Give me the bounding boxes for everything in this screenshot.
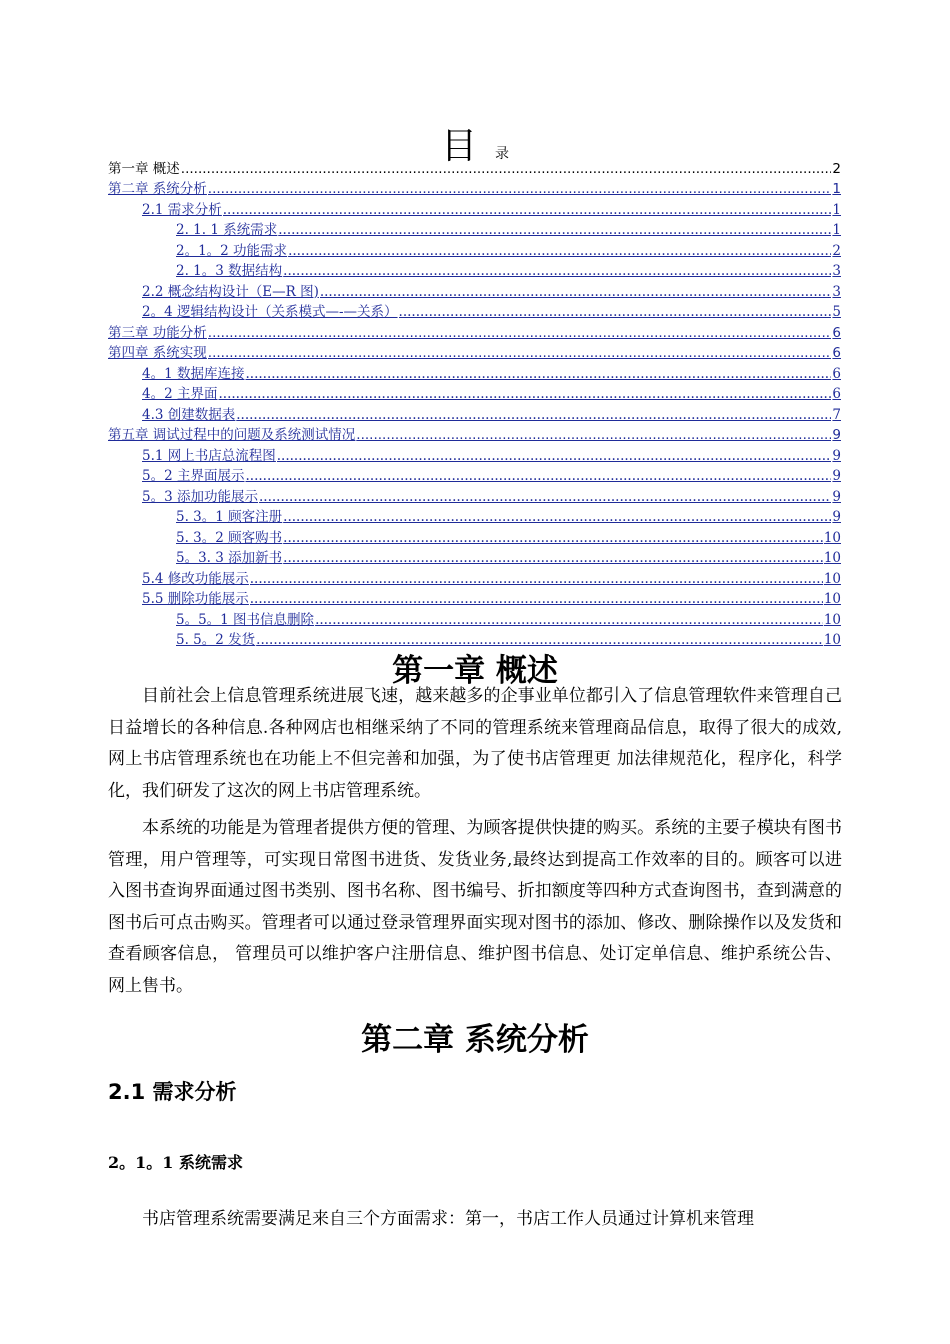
toc-entry-label: 4。1 数据库连接: [142, 365, 245, 382]
toc-entry-page: 7: [832, 406, 841, 423]
toc-entry-label: 5。2 主界面展示: [142, 468, 245, 484]
toc-entry-label: 第五章 调试过程中的问题及系统测试情况: [108, 427, 356, 443]
toc-entry[interactable]: [108, 484, 841, 505]
toc-entry[interactable]: [108, 177, 841, 198]
toc-entry-page: 3: [832, 283, 841, 300]
paragraph: 书店管理系统需要满足来自三个方面需求：第一，书店工作人员通过计算机来管理: [142, 1209, 754, 1229]
toc-entry-label: 第二章 系统分析: [108, 181, 207, 197]
section-heading: 2.1 需求分析: [108, 1080, 237, 1104]
toc-entry-label: 5.1 网上书店总流程图: [142, 447, 276, 464]
toc-entry-label: 5。3 添加功能展示: [142, 488, 258, 505]
toc-entry-page: 3: [832, 263, 841, 279]
toc-entry[interactable]: [108, 156, 841, 177]
toc-entry-label: 5.4 修改功能展示: [142, 570, 249, 587]
toc-entry-label: 5. 3。2 顾客购书: [176, 529, 283, 546]
toc-entry-label: 5。5。1 图书信息删除: [176, 611, 315, 628]
toc-entry-page: 10: [823, 611, 841, 628]
table-of-contents: [108, 156, 841, 648]
toc-entry-page: 10: [823, 550, 841, 566]
toc-entry[interactable]: [108, 423, 841, 444]
toc-entry-page: 6: [832, 365, 841, 382]
toc-entry[interactable]: [108, 566, 841, 587]
toc-entry-page: 9: [832, 427, 841, 443]
toc-entry-page: 1: [832, 181, 841, 197]
toc-entry[interactable]: [108, 320, 841, 341]
toc-entry-label: 第三章 功能分析: [108, 324, 207, 341]
toc-entry[interactable]: [108, 279, 841, 300]
toc-entry-label: 5.5 删除功能展示: [142, 591, 249, 607]
toc-entry-label: 2.1 需求分析: [142, 201, 222, 218]
toc-entry[interactable]: [108, 341, 841, 362]
toc-entry-page: 6: [832, 324, 841, 341]
toc-entry-page: 9: [832, 509, 841, 525]
toc-entry[interactable]: [108, 505, 841, 526]
toc-entry-page: 2: [832, 160, 841, 177]
chapter-2-body: [108, 1204, 842, 1236]
toc-entry[interactable]: [108, 587, 841, 608]
chapter-1-heading: 第一章 概述: [392, 653, 558, 689]
toc-entry-page: 6: [832, 386, 841, 402]
toc-entry[interactable]: [108, 443, 841, 464]
toc-entry-page: 1: [832, 222, 841, 238]
toc-title-suffix: 录: [495, 146, 509, 162]
toc-entry-label: 2. 1. 1 系统需求: [176, 222, 278, 238]
toc-entry-label: 2。1。2 功能需求: [176, 242, 288, 259]
toc-entry[interactable]: [108, 464, 841, 485]
toc-entry-label: 5. 5。2 发货: [176, 632, 256, 648]
toc-entry[interactable]: [108, 197, 841, 218]
toc-entry-label: 2。4 逻辑结构设计（关系模式—-—关系）: [142, 304, 398, 320]
toc-entry-label: 4.3 创建数据表: [142, 406, 236, 423]
toc-entry-label: 5。3. 3 添加新书: [176, 550, 283, 566]
toc-entry[interactable]: [108, 218, 841, 239]
toc-entry-page: 9: [832, 488, 841, 505]
paragraph: 本系统的功能是为管理者提供方便的管理、为顾客提供快捷的购买。系统的主要子模块有图书管理，用户管理等，可实现日常图书进货、发货业务,最终达到提高工作效率的目的。顾客可以进入图书查询界面通过图书类别、图书名称、图书编号、折扣额度等四种方式查询图书，查到满意的图书后可点击购买。管理者可以通过登录管理界面实现对图书的添加、修改、删除操作以及发货和查看顾客信息， 管理员可以维护客户注册信息、维护图书信息、处订定单信息、维护系统公告、网上售书。: [108, 818, 842, 996]
toc-title-main: 目: [440, 126, 477, 167]
toc-entry-page: 10: [823, 591, 841, 607]
toc-entry[interactable]: [108, 300, 841, 321]
toc-entry[interactable]: [108, 546, 841, 567]
toc-entry-page: 1: [832, 201, 841, 218]
toc-entry[interactable]: [108, 238, 841, 259]
toc-entry-page: 5: [832, 304, 841, 320]
toc-entry-label: 2. 1。3 数据结构: [176, 263, 283, 279]
toc-entry[interactable]: [108, 361, 841, 382]
toc-entry-page: 10: [823, 570, 841, 587]
toc-entry-page: 9: [832, 468, 841, 484]
toc-entry-label: 2.2 概念结构设计（E—R 图): [142, 283, 319, 300]
toc-entry-page: 9: [832, 447, 841, 464]
toc-entry[interactable]: [108, 607, 841, 628]
toc-entry-label: 第四章 系统实现: [108, 345, 207, 361]
chapter-2-heading: 第二章 系统分析: [361, 1022, 589, 1058]
toc-entry-page: 2: [832, 242, 841, 259]
toc-entry-page: 6: [832, 345, 841, 361]
paragraph: 目前社会上信息管理系统进展飞速，越来越多的企事业单位都引入了信息管理软件来管理自己日益增长的各种信息.各种网店也相继采纳了不同的管理系统来管理商品信息，取得了很大的成效,网上书店管理系统也在功能上不但完善和加强，为了使书店管理更 加法律规范化，程序化，科学化，我们研发了这次的网上书店管理系统。: [108, 686, 842, 801]
toc-entry-page: 10: [823, 529, 841, 546]
toc-entry[interactable]: [108, 402, 841, 423]
toc-entry-label: 4。2 主界面: [142, 386, 218, 402]
toc-entry[interactable]: [108, 525, 841, 546]
toc-entry[interactable]: [108, 259, 841, 280]
toc-entry-label: 5. 3。1 顾客注册: [176, 509, 283, 525]
toc-entry-page: 10: [823, 632, 841, 648]
subsection-heading: 2。1。1 系统需求: [108, 1153, 243, 1172]
chapter-1-body: [108, 681, 842, 1002]
toc-entry[interactable]: [108, 382, 841, 403]
toc-entry-label: 第一章 概述: [108, 160, 180, 177]
